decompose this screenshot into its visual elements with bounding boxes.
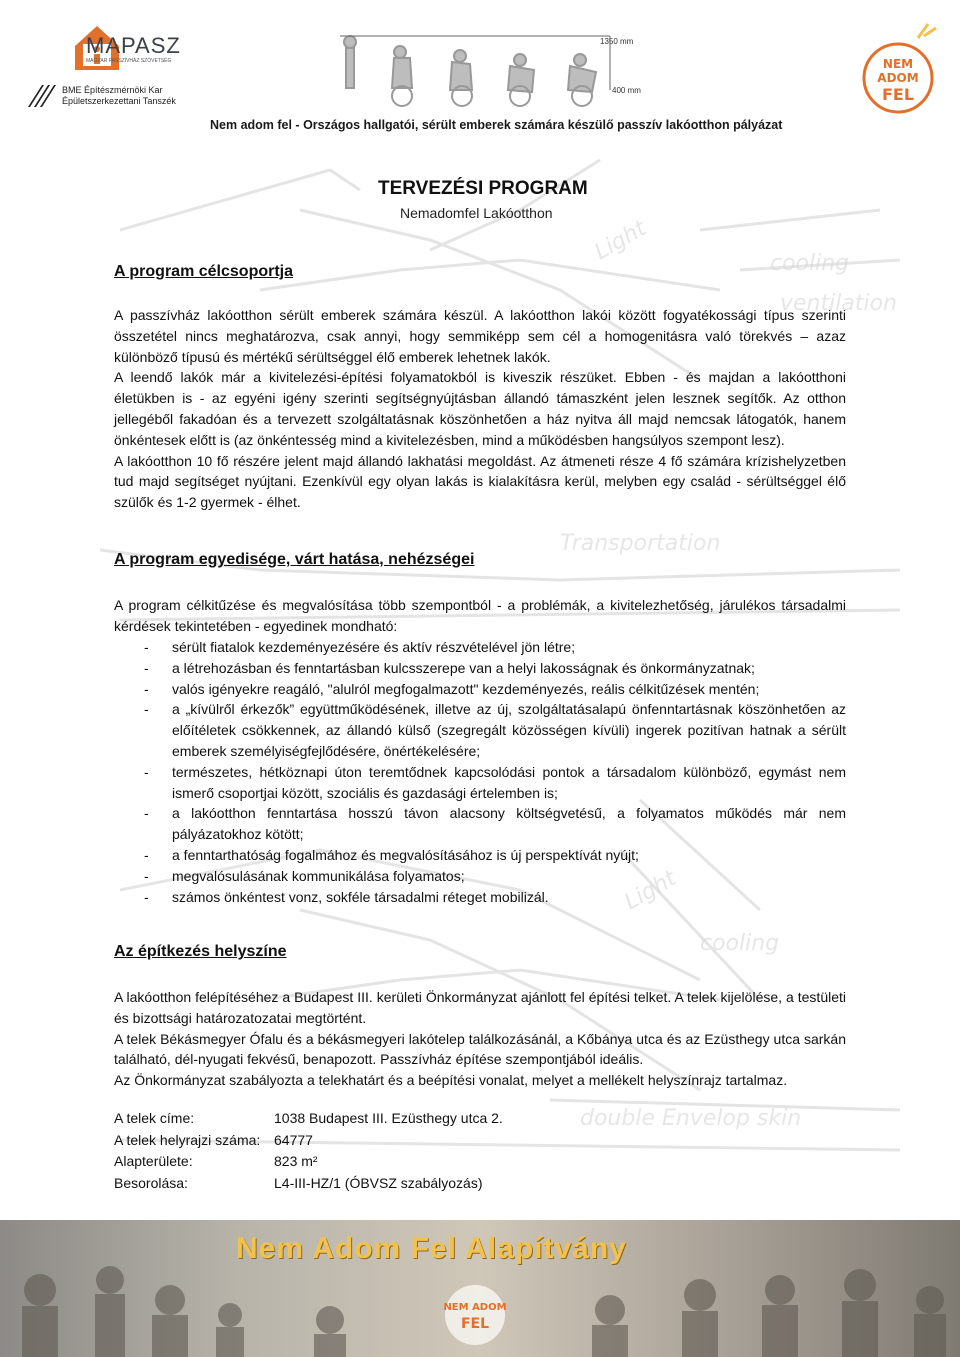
- mapasz-subtitle: MAGYAR PASSZÍVHÁZ SZÖVETSÉG: [86, 58, 172, 64]
- section-heading-uniqueness: A program egyedisége, várt hatása, nehézségei: [114, 551, 475, 568]
- svg-text:ADOM: ADOM: [877, 71, 919, 85]
- bme-line1: BME Építészmérnöki Kar: [62, 85, 163, 95]
- section-uniqueness-intro: A program célkitűzése és megvalósítása több szempontból - a problémák, a kivitelezhetőség, járulékos társadalmi kérdések tekintetében - egyedinek mondható:: [114, 597, 846, 634]
- svg-text:double Envelop skin: double Envelop skin: [580, 1106, 802, 1131]
- paragraph: A lakóotthon felépítéséhez a Budapest III. kerületi Önkormányzat ajánlott fel építési telket. A telek kijelölése, a testületi és bizottsági határozatozatai megtörtént.: [114, 989, 846, 1026]
- table-row: A telek címe: 1038 Budapest III. Ezüsthegy utca 2.: [114, 1110, 503, 1126]
- svg-text:Light: Light: [620, 866, 681, 916]
- plot-info-table: [114, 1108, 503, 1194]
- list-item: - megvalósulásának kommunikálása folyamatos;: [144, 867, 465, 884]
- section-heading-target-group: A program célcsoportja: [114, 263, 294, 280]
- dimension-400: 400 mm: [612, 86, 641, 95]
- list-item: - a lakóotthon fenntartása hosszú távon alacsony költségvetésű, a folyamatos működés már nem pályázatokhoz kötött;: [144, 805, 846, 843]
- section-heading-site: Az építkezés helyszíne: [114, 943, 287, 960]
- table-row: Besorolása: L4-III-HZ/1 (ÓBVSZ szabályozás): [114, 1174, 483, 1191]
- list-item: - valós igényekre reagáló, "alulról megfogalmazott" kezdeményezés, reális célkitűzések mentén;: [144, 680, 760, 697]
- list-item: - a létrehozásban és fenntartásban kulcsszerepe van a helyi lakosságnak és önkormányzatnak;: [144, 659, 755, 676]
- header: [0, 0, 960, 140]
- section-site-body: [114, 987, 846, 1091]
- bme-logo: [28, 85, 176, 112]
- header-tagline: Nem adom fel - Országos hallgatói, sérült emberek számára készülő passzív lakóotthon pályázat: [210, 118, 783, 132]
- mapasz-name: MAPASZ: [86, 33, 181, 58]
- uniqueness-bullet-list: [114, 637, 846, 907]
- svg-text:ventilation: ventilation: [780, 291, 897, 316]
- svg-text:NEM: NEM: [882, 57, 914, 71]
- paragraph: Az Önkormányzat szabályozta a telekhatárt és a beépítési vonalat, melyet a mellékelt helyszínrajz tartalmaz.: [114, 1072, 788, 1089]
- bme-line2: Épületszerkezettani Tanszék: [62, 96, 176, 106]
- list-item: - a fenntarthatóság fogalmához és megvalósításához is új perspektívát nyújt;: [144, 846, 639, 863]
- footer-banner-title: Nem Adom Fel Alapítvány: [236, 1232, 627, 1265]
- page-title: TERVEZÉSI PROGRAM: [378, 178, 588, 199]
- bme-stripes-icon: [28, 85, 56, 107]
- footer-photo-collage: [0, 1220, 960, 1357]
- svg-text:cooling: cooling: [700, 931, 780, 956]
- table-row: Alapterülete: 823 m²: [114, 1153, 318, 1169]
- svg-text:NEM ADOM: NEM ADOM: [443, 1302, 507, 1313]
- list-item: - számos önkéntest vonz, sokféle társadalmi réteget mobilizál.: [144, 888, 549, 905]
- paragraph: A leendő lakók már a kivitelezési-építési folyamatokból is kiveszik részüket. Ebben - és majdan a lakóotthoni életükben is - az egyéni igény szerinti segítségnyújtásban állandó támaszként jelen lesznek segítők. Az otthon jellegéből fakadóan és a tervezett szolgáltatásnak köszönhetően a ház nyitva áll majd nemcsak látogatók, hanem önkéntesek előtt is (az önkéntesség mind a kivitelezésben, mind a működésben hangsúlyos szempont lesz).: [114, 369, 846, 448]
- table-row: A telek helyrajzi száma: 64777: [114, 1131, 313, 1148]
- paragraph: A telek Békásmegyer Ófalu és a békásmegyeri lakótelep találkozásánál, a Kőbánya utca és az Ezüsthegy utca sarkán található, dél-nyugati fekvésű, benapozott. Passzívház építése szempontjából ideális.: [114, 1030, 846, 1068]
- svg-text:FEL: FEL: [460, 1316, 490, 1332]
- svg-text:FEL: FEL: [881, 85, 915, 104]
- paragraph: A passzívház lakóotthon sérült emberek számára készül. A lakóotthon lakói között fogyatékossági típus szerinti összetétel nincs meghatározva, csak annyi, hogy semmiképp sem cél a homogenitásra való törekvés – azaz különböző típusú és mértékű sérültséggel élő emberek lehetnek lakók.: [114, 307, 846, 365]
- dimension-1350: 1350 mm: [600, 37, 634, 46]
- page-subtitle: Nemadomfel Lakóotthon: [400, 205, 553, 221]
- svg-text:Light: Light: [590, 216, 651, 266]
- list-item: - a „kívülről érkezők” együttműködésének, illetve az új, szolgáltatásalapú önfenntartásnak köszönhetően az előítéletek csökkennek, az állandó külső (szegregált közösségen kívüli) ingerek pozitívan hatnak a sérült emberek személyiségfejlődésére, önértékelésére;: [144, 701, 846, 759]
- list-item: - természetes, hétköznapi úton teremtődnek kapcsolódási pontok a társadalom különböző, egymást nem ismerő csoportjai között, szociális és gazdasági értelemben is;: [144, 763, 846, 801]
- list-item: - sérült fiatalok kezdeményezésére és aktív részvételével jön létre;: [144, 639, 576, 655]
- nem-adom-fel-logo: [858, 18, 940, 118]
- svg-text:Transportation: Transportation: [560, 531, 721, 556]
- svg-text:cooling: cooling: [770, 251, 850, 276]
- section-target-group-body: [114, 305, 846, 513]
- paragraph: A lakóotthon 10 fő részére jelent majd állandó lakhatási megoldást. Az átmeneti része 4 fő számára krízishelyzetben tud majd segítséget nyújtani. Ezenkívül egy olyan lakás is kialakításra kerül, melyben egy család - sérültséggel élő szülők és 1-2 gyermek - élhet.: [114, 452, 846, 511]
